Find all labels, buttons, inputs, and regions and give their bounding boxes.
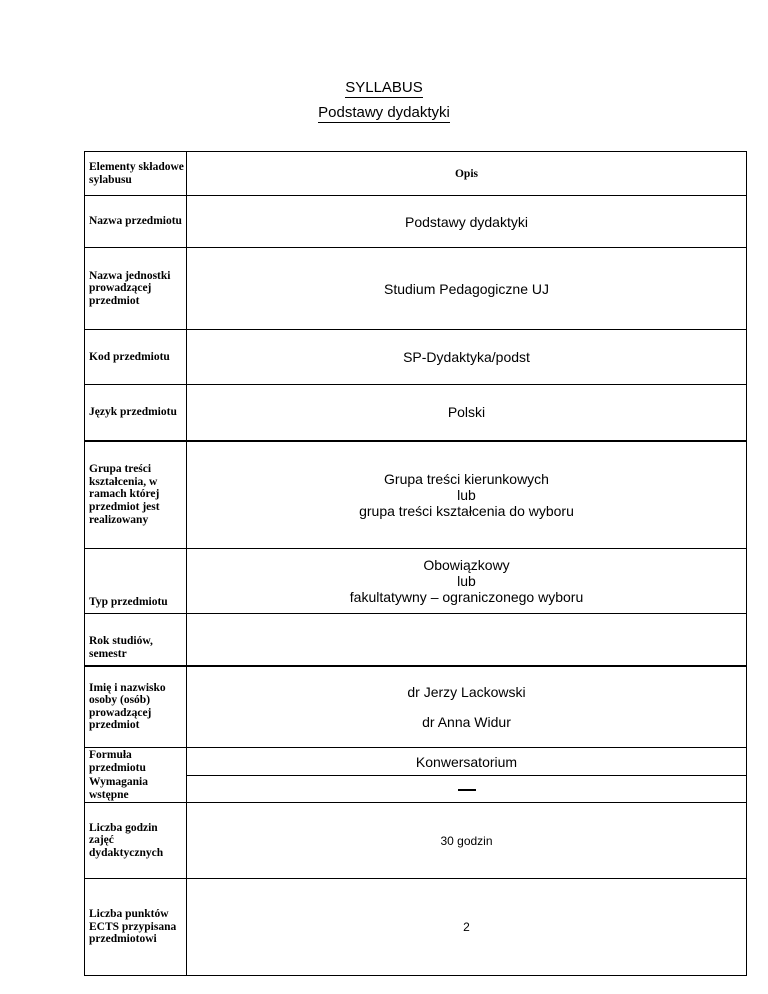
value-line: Grupa treści kierunkowych (384, 470, 549, 487)
table-row (85, 879, 747, 976)
row-label: Liczba punktów ECTS przypisana przedmiotowi (85, 879, 187, 976)
value-line: dr Jerzy Lackowski (407, 683, 526, 700)
syllabus-table (84, 151, 747, 976)
row-label: Nazwa przedmiotu (85, 196, 187, 248)
row-value: Studium Pedagogiczne UJ (187, 248, 747, 330)
table-row (85, 248, 747, 330)
value-line: fakultatywny – ograniczonego wyboru (349, 589, 584, 605)
table-row (85, 385, 747, 441)
row-label: Imię i nazwisko osoby (osób) prowadzącej przedmiot (85, 666, 187, 748)
subject-title-text: Podstawy dydaktyki (318, 104, 450, 121)
header-label-cell: Elementy składowe sylabusu (85, 152, 187, 196)
row-label: Grupa treści kształcenia, w ramach której przedmiot jest realizowany (85, 441, 187, 549)
row-value: SP-Dydaktyka/podst (187, 330, 747, 385)
value-line: lub (457, 573, 476, 589)
row-value (187, 614, 747, 666)
row-value (187, 776, 747, 803)
value-line: grupa treści kształcenia do wyboru (359, 502, 574, 519)
dash-mark (458, 789, 476, 791)
table-row (85, 196, 747, 248)
row-value: Konwersatorium (187, 748, 747, 776)
row-label: Formuła przedmiotu (85, 748, 187, 776)
document-title (0, 79, 768, 96)
row-value (187, 666, 747, 748)
header-desc-cell: Opis (187, 152, 747, 196)
table-row (85, 549, 747, 614)
document-title-text: SYLLABUS (345, 79, 423, 96)
subject-title (0, 104, 768, 121)
table-row (85, 748, 747, 776)
value-line: lub (457, 486, 476, 503)
row-label: Liczba godzin zajęć dydaktycznych (85, 803, 187, 879)
row-label: Nazwa jednostki prowadzącej przedmiot (85, 248, 187, 330)
row-label: Język przedmiotu (85, 385, 187, 441)
table-row (85, 776, 747, 803)
table-header-row (85, 152, 747, 196)
row-value: Polski (187, 385, 747, 441)
table-row (85, 803, 747, 879)
table-row (85, 330, 747, 385)
row-value: 2 (187, 879, 747, 976)
row-value (187, 549, 747, 614)
table-row (85, 614, 747, 666)
row-value: Podstawy dydaktyki (187, 196, 747, 248)
row-label: Typ przedmiotu (85, 549, 187, 614)
table-row (85, 441, 747, 549)
row-label: Rok studiów, semestr (85, 614, 187, 666)
row-label: Kod przedmiotu (85, 330, 187, 385)
table-row (85, 666, 747, 748)
value-line: dr Anna Widur (422, 713, 511, 730)
row-value (187, 441, 747, 549)
row-label: Wymagania wstępne (85, 776, 187, 803)
value-line: Obowiązkowy (423, 557, 510, 573)
row-value: 30 godzin (187, 803, 747, 879)
